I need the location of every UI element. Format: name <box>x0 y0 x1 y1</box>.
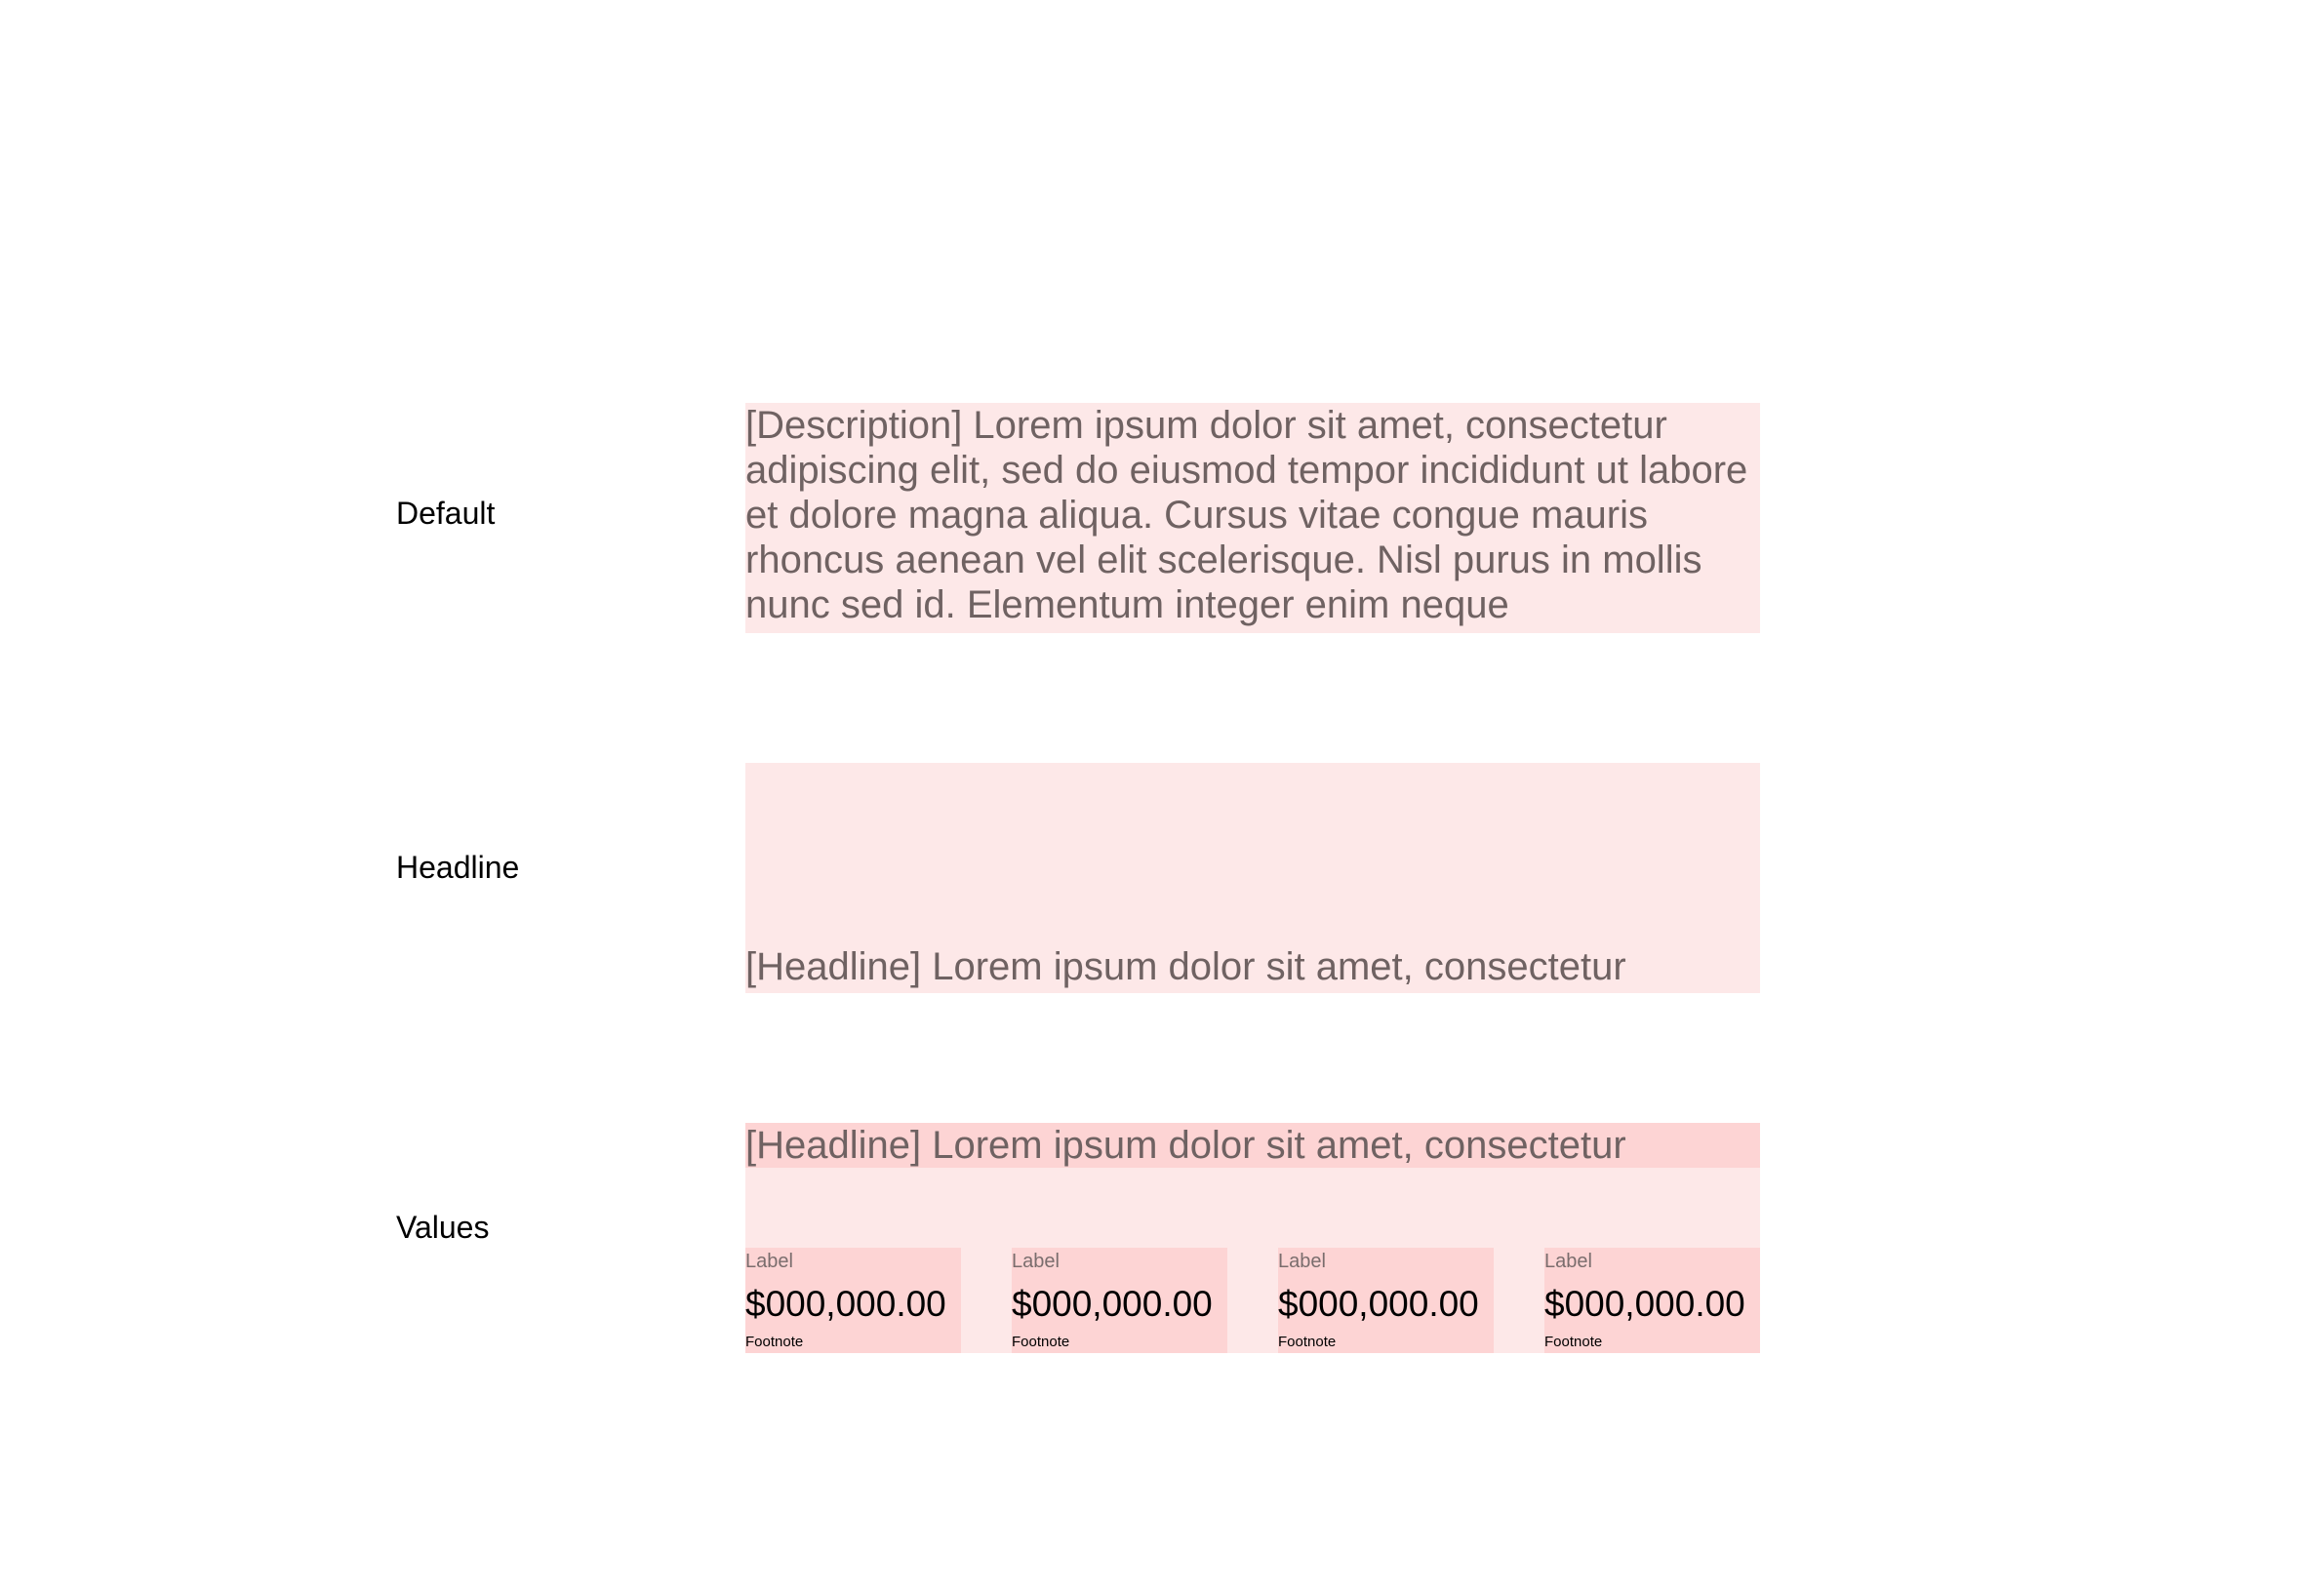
row-label-values: Values <box>396 1210 490 1245</box>
values-headline: [Headline] Lorem ipsum dolor sit amet, consectetur <box>745 1123 1760 1168</box>
value-label: Label <box>745 1251 793 1272</box>
headline-panel <box>745 763 1760 993</box>
value-footnote: Footnote <box>1278 1334 1337 1350</box>
value-label: Label <box>1012 1251 1060 1272</box>
value-card <box>745 1248 961 1353</box>
value-amount: $000,000.00 <box>745 1284 946 1324</box>
value-footnote: Footnote <box>1544 1334 1603 1350</box>
value-amount: $000,000.00 <box>1012 1284 1213 1324</box>
value-label: Label <box>1278 1251 1326 1272</box>
row-label-default: Default <box>396 496 496 531</box>
description-text: [Description] Lorem ipsum dolor sit amet, consectetur adipiscing elit, sed do eiusmod tempor incididunt ut labore et dolore magna aliqua. Cursus vitae congue mauris rhoncus aenean vel elit scelerisque. Nisl purus in mollis nunc sed id. Elementum integer enim neque <box>745 404 1748 626</box>
value-footnote: Footnote <box>1012 1334 1070 1350</box>
value-card <box>1012 1248 1227 1353</box>
description-panel <box>745 403 1760 633</box>
value-amount: $000,000.00 <box>1278 1284 1479 1324</box>
values-panel <box>745 1123 1760 1353</box>
headline-text: [Headline] Lorem ipsum dolor sit amet, consectetur <box>745 945 1626 988</box>
value-card <box>1278 1248 1494 1353</box>
value-amount: $000,000.00 <box>1544 1284 1745 1324</box>
value-card <box>1544 1248 1760 1353</box>
value-footnote: Footnote <box>745 1334 804 1350</box>
value-label: Label <box>1544 1251 1592 1272</box>
row-label-headline: Headline <box>396 850 520 885</box>
